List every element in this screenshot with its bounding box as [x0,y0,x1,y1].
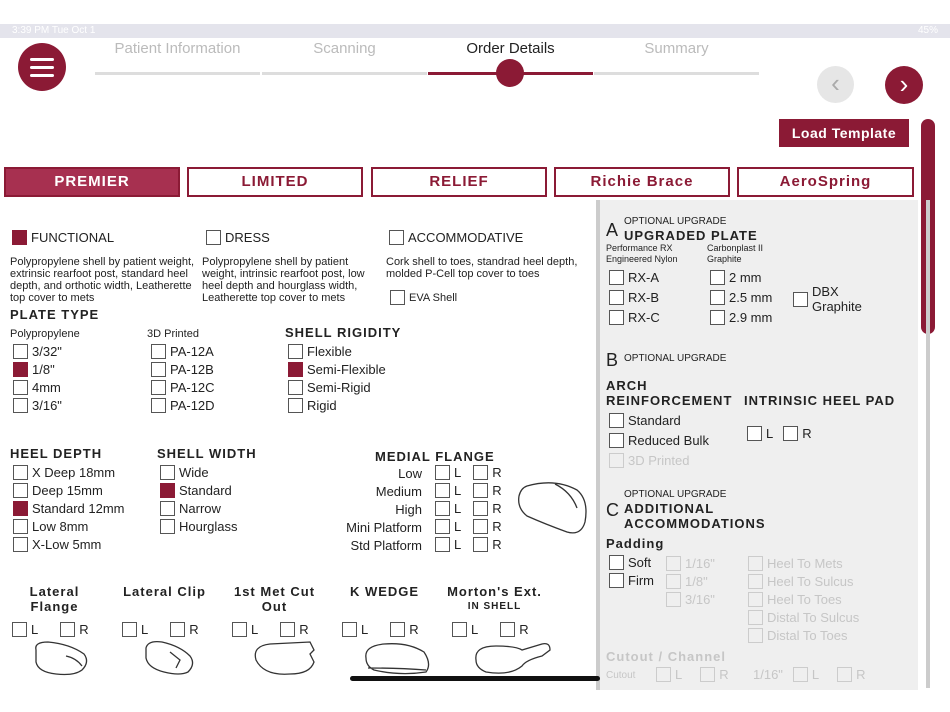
upgrade-a-letter: A [606,220,619,240]
padding-firm-label: Firm [628,573,654,588]
dress-description: Polypropylene shell by patient weight, intrinsic rearfoot post, low heel depth and hourglass width, Leatherette top cover to mets [202,256,365,304]
bottom-item-title-line1: Lateral [29,584,80,599]
plate-checkbox[interactable] [13,362,28,377]
chevron-left-icon: ‹ [831,68,840,98]
functional-label: FUNCTIONAL [31,230,115,245]
menu-button[interactable] [18,43,66,91]
extent-checkbox [748,556,763,571]
cutout-channel-heading: Cutout / Channel [606,649,726,664]
step-line [95,72,260,75]
graphite-option: 2.5 mm [729,290,773,305]
extent-option: Heel To Toes [767,592,842,607]
bottom-item-title-line2: Out [261,599,288,614]
pa-option: PA-12B [170,362,214,377]
left-label: L [141,622,149,637]
extent-option: Distal To Toes [767,628,848,643]
heel-depth-option: X Deep 18mm [32,465,116,480]
rx-option: RX-A [628,270,660,285]
bottom-item-title-line1: K WEDGE [349,584,420,599]
padding-heading: Padding [606,536,665,551]
step-indicator-dot [496,59,524,87]
orthotic-shape-icon [250,638,336,680]
pa-checkbox[interactable] [151,398,166,413]
bottom-left-checkbox[interactable] [12,622,27,637]
arch-option-disabled: 3D Printed [628,453,690,468]
right-label: R [856,667,866,682]
heel-depth-checkbox[interactable] [13,519,28,534]
shell-width-checkbox[interactable] [160,501,175,516]
orthotic-shape-icon [470,638,556,680]
functional-description: Polypropylene shell by patient weight, extrinsic rearfoot post, standard heel depth, and orthotic width, Leatherette top cover to mets [10,256,195,304]
step-line [262,72,427,75]
cutout-label: Cutout [606,670,636,681]
status-bar [0,24,950,38]
plate-option: 1/8" [32,362,55,377]
rigidity-option: Semi-Rigid [307,380,371,395]
step-scanning[interactable]: Scanning [313,40,376,57]
medial-flange-left-checkbox[interactable] [435,537,450,552]
orthotic-shape-icon [360,638,446,680]
rigidity-checkbox[interactable] [288,344,303,359]
right-label: R [492,519,502,534]
left-label: L [31,622,39,637]
extent-checkbox [748,574,763,589]
menu-icon-bar [30,66,54,69]
bottom-right-checkbox[interactable] [60,622,75,637]
bottom-item-title [442,584,547,614]
heel-depth-checkbox[interactable] [13,483,28,498]
functional-checkbox[interactable] [12,230,27,245]
shell-rigidity-heading: SHELL RIGIDITY [285,325,402,340]
rigidity-checkbox[interactable] [288,398,303,413]
graphite-checkbox[interactable] [710,270,725,285]
upgrade-a-optional: OPTIONAL UPGRADE [624,216,727,227]
medial-flange-right-checkbox[interactable] [473,519,488,534]
medial-flange-left-checkbox[interactable] [435,483,450,498]
medial-flange-heading: MEDIAL FLANGE [375,449,495,464]
accommodative-label: ACCOMMODATIVE [408,230,524,245]
heel-pad-right-checkbox[interactable] [783,426,798,441]
extent-checkbox [748,610,763,625]
shell-width-option: Narrow [179,501,221,516]
pa-option: PA-12D [170,398,215,413]
left-label: L [454,519,462,534]
arch-checkbox-disabled [609,453,624,468]
status-time: 3:39 PM Tue Oct 1 [12,25,96,36]
bottom-right-checkbox[interactable] [170,622,185,637]
bottom-item-title [2,584,107,614]
right-label: R [299,622,309,637]
left-label: L [361,622,369,637]
heel-depth-heading: HEEL DEPTH [10,446,103,461]
plate-checkbox[interactable] [13,380,28,395]
left-label: L [766,426,774,441]
medial-flange-row-label: Std Platform [350,538,422,553]
intrinsic-heel-pad-heading: INTRINSIC HEEL PAD [744,393,896,408]
left-label: L [251,622,259,637]
shell-width-heading: SHELL WIDTH [157,446,257,461]
shell-width-option: Hourglass [179,519,238,534]
padding-firm-checkbox[interactable] [609,573,624,588]
right-label: R [492,537,502,552]
thickness-checkbox [666,574,681,589]
bottom-item-title-line2: Flange [30,599,79,614]
graphite-option: 2.9 mm [729,310,773,325]
plate-option: 3/16" [32,398,62,413]
plate-checkbox[interactable] [13,344,28,359]
pa-option: PA-12A [170,344,214,359]
heel-depth-option: Low 8mm [32,519,89,534]
bottom-item-title [112,584,217,599]
arch-option: Reduced Bulk [628,433,709,448]
previous-button[interactable] [817,66,854,103]
medial-flange-left-checkbox[interactable] [435,501,450,516]
next-button[interactable] [885,66,923,104]
shell-width-option: Wide [179,465,209,480]
home-indicator [350,676,600,681]
dress-checkbox[interactable] [206,230,221,245]
medial-flange-row-label: Low [398,466,422,481]
medial-flange-row-label: Medium [375,484,422,499]
rx-checkbox[interactable] [609,310,624,325]
heel-depth-option: X-Low 5mm [32,537,102,552]
arch-heading: ARCH [606,378,648,393]
chevron-right-icon: › [899,69,909,99]
medial-flange-row-label: Mini Platform [346,520,422,535]
bottom-left-checkbox[interactable] [342,622,357,637]
graphite-checkbox[interactable] [710,310,725,325]
rigidity-checkbox[interactable] [288,362,303,377]
medial-flange-right-checkbox[interactable] [473,483,488,498]
left-label: L [454,483,462,498]
carbonplast-label: Carbonplast II Graphite [707,243,764,264]
medial-flange-right-checkbox[interactable] [473,537,488,552]
bottom-item-title-line1: Lateral Clip [123,584,206,599]
dbx-graphite-checkbox[interactable] [793,292,808,307]
bottom-left-checkbox[interactable] [452,622,467,637]
rx-checkbox[interactable] [609,290,624,305]
bottom-item-title-line2: IN SHELL [467,601,522,612]
right-label: R [492,483,502,498]
right-label: R [79,622,89,637]
extent-option: Distal To Sulcus [767,610,860,625]
tab-relief[interactable]: RELIEF [371,167,547,197]
right-label: R [802,426,812,441]
left-label: L [811,667,820,682]
bottom-left-checkbox[interactable] [232,622,247,637]
arch-reinforcement-heading: REINFORCEMENT [606,393,733,408]
step-patient-information[interactable]: Patient Information [114,40,241,57]
dress-label: DRESS [225,230,270,245]
bottom-left-checkbox[interactable] [122,622,137,637]
arch-checkbox[interactable] [609,413,624,428]
tab-limited[interactable]: LIMITED [187,167,363,197]
rx-checkbox[interactable] [609,270,624,285]
arch-option: Standard [628,413,681,428]
medial-flange-left-checkbox[interactable] [435,519,450,534]
heel-depth-checkbox[interactable] [13,537,28,552]
medial-flange-shape-icon [515,478,591,540]
left-label: L [675,667,683,682]
right-label: R [189,622,199,637]
shell-width-checkbox[interactable] [160,483,175,498]
thickness-checkbox [666,592,681,607]
medial-flange-right-checkbox[interactable] [473,465,488,480]
polypropylene-label: Polypropylene [10,328,80,340]
cutout-right-checkbox [700,667,715,682]
extent-checkbox [748,628,763,643]
right-label: R [492,465,502,480]
cutout-thick-right-checkbox [837,667,852,682]
bottom-item-title [222,584,327,614]
medial-flange-row-label: High [395,502,422,517]
pa-checkbox[interactable] [151,362,166,377]
padding-soft-label: Soft [628,555,652,570]
eva-shell-label: EVA Shell [409,291,458,304]
extent-option: Heel To Mets [767,556,843,571]
thickness-option: 3/16" [685,592,715,607]
eva-shell-checkbox[interactable] [390,290,405,305]
graphite-option: 2 mm [729,270,762,285]
bottom-item-title-line1: Morton's Ext. [447,584,542,599]
thickness-option: 1/16" [685,556,715,571]
upgrade-b-letter: B [606,350,619,370]
right-label: R [409,622,419,637]
arch-checkbox[interactable] [609,433,624,448]
shell-width-option: Standard [179,483,232,498]
cutout-thick-left-checkbox [793,667,808,682]
accommodations-heading: ACCOMMODATIONS [624,516,766,531]
plate-checkbox[interactable] [13,398,28,413]
thickness-option: 1/8" [685,574,708,589]
upgrade-c-optional: OPTIONAL UPGRADE [624,489,727,500]
cutout-thickness-label: 1/16" [753,667,783,682]
upgrade-b-optional: OPTIONAL UPGRADE [624,353,727,364]
left-label: L [454,537,462,552]
3d-printed-label: 3D Printed [147,328,199,340]
graphite-checkbox[interactable] [710,290,725,305]
rigidity-option: Rigid [307,398,337,413]
orthotic-shape-icon [140,638,226,680]
right-label: R [719,667,729,682]
bottom-right-checkbox[interactable] [280,622,295,637]
shell-width-checkbox[interactable] [160,519,175,534]
menu-icon [30,58,54,61]
heel-depth-checkbox[interactable] [13,501,28,516]
extent-checkbox [748,592,763,607]
bottom-right-checkbox[interactable] [390,622,405,637]
rx-option: RX-C [628,310,660,325]
tab-premier[interactable]: PREMIER [4,167,180,197]
plate-type-heading: PLATE TYPE [10,307,100,322]
heel-depth-checkbox[interactable] [13,465,28,480]
padding-soft-checkbox[interactable] [609,555,624,570]
step-line [594,72,759,75]
rigidity-option: Flexible [307,344,352,359]
bottom-item-title-line1: 1st Met Cut [233,584,316,599]
thickness-checkbox [666,556,681,571]
heel-pad-left-checkbox[interactable] [747,426,762,441]
upgraded-plate-heading: UPGRADED PLATE [624,228,758,243]
additional-heading: ADDITIONAL [624,501,715,516]
orthotic-shape-icon [30,638,116,680]
accommodative-description: Cork shell to toes, standrad heel depth, molded P-Cell top cover to toes [386,256,578,280]
left-label: L [471,622,479,637]
rigidity-option: Semi-Flexible [307,362,386,377]
heel-depth-option: Standard 12mm [32,501,125,516]
tab-richie-brace[interactable]: Richie Brace [554,167,730,197]
right-label: R [492,501,502,516]
heel-depth-option: Deep 15mm [32,483,103,498]
medial-flange-right-checkbox[interactable] [473,501,488,516]
plate-option: 3/32" [32,344,62,359]
pa-option: PA-12C [170,380,215,395]
bottom-right-checkbox[interactable] [500,622,515,637]
battery-level: 45% [917,25,938,36]
menu-icon-bar [30,74,54,77]
medial-flange-left-checkbox[interactable] [435,465,450,480]
rigidity-checkbox[interactable] [288,380,303,395]
step-order-details[interactable]: Order Details [466,40,555,57]
right-label: R [519,622,529,637]
tab-aerospring[interactable]: AeroSpring [737,167,914,197]
upgrade-c-letter: C [606,500,619,520]
accommodative-checkbox[interactable] [389,230,404,245]
left-label: L [454,501,462,516]
bottom-item-title [332,584,437,599]
load-template-button[interactable]: Load Template [779,119,909,147]
pa-checkbox[interactable] [151,380,166,395]
performance-rx-label: Performance RX Engineered Nylon [606,243,678,264]
cutout-left-checkbox [656,667,671,682]
step-summary[interactable]: Summary [644,40,709,57]
pa-checkbox[interactable] [151,344,166,359]
shell-width-checkbox[interactable] [160,465,175,480]
plate-option: 4mm [32,380,61,395]
left-label: L [454,465,462,480]
rx-option: RX-B [628,290,660,305]
dbx-graphite-label: DBX Graphite [812,284,862,314]
extent-option: Heel To Sulcus [767,574,854,589]
panel-scrollbar[interactable] [926,200,930,688]
